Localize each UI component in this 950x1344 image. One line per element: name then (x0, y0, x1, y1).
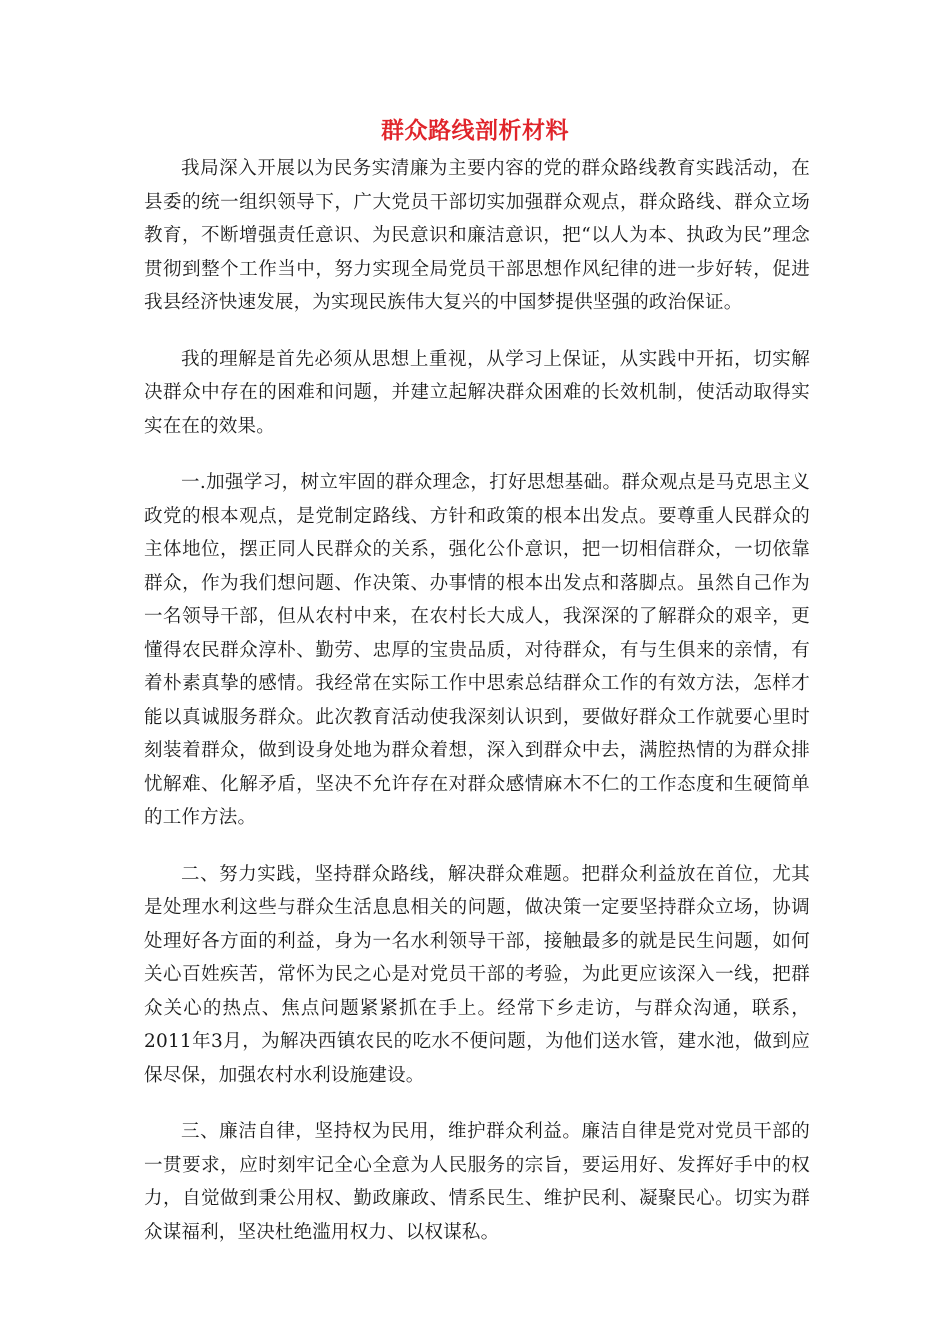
document-title: 群众路线剖析材料 (381, 118, 569, 144)
paragraph-understanding: 我的理解是首先必须从思想上重视，从学习上保证，从实践中开拓，切实解决群众中存在的困难和问题，并建立起解决群众困难的长效机制，使活动取得实实在在的效果。 (144, 348, 810, 437)
paragraph-section-two: 二、努力实践，坚持群众路线，解决群众难题。把群众利益放在首位，尤其是处理水利这些与群众生活息息相关的问题，做决策一定要坚持群众立场，协调处理好各方面的利益，身为一名水利领导干部，接触最多的就是民生问题，如何关心百姓疾苦，常怀为民之心是对党员干部的考验，为此更应该深入一线，把群众关心的热点、焦点问题紧紧抓在手上。经常下乡走访，与群众沟通，联系，2011年3月，为解决西镇农民的吃水不便问题，为他们送水管，建水池，做到应保尽保，加强农村水利设施建设。 (144, 863, 810, 1086)
paragraph-section-one: 一.加强学习，树立牢固的群众理念，打好思想基础。群众观点是马克思主义政党的根本观点，是党制定路线、方针和政策的根本出发点。要尊重人民群众的主体地位，摆正同人民群众的关系，强化公仆意识，把一切相信群众，一切依靠群众，作为我们想问题、作决策、办事情的根本出发点和落脚点。虽然自己作为一名领导干部，但从农村中来，在农村长大成人，我深深的了解群众的艰辛，更懂得农民群众淳朴、勤劳、忠厚的宝贵品质，对待群众，有与生俱来的亲情，有着朴素真挚的感情。我经常在实际工作中思索总结群众工作的有效方法，怎样才能以真诚服务群众。此次教育活动使我深刻认识到，要做好群众工作就要心里时刻装着群众，做到设身处地为群众着想，深入到群众中去，满腔热情的为群众排忧解难、化解矛盾，坚决不允许存在对群众感情麻木不仁的工作态度和生硬简单的工作方法。 (144, 472, 810, 828)
document-body (144, 152, 810, 1249)
paragraph-section-three: 三、廉洁自律，坚持权为民用，维护群众利益。廉洁自律是党对党员干部的一贯要求，应时刻牢记全心全意为人民服务的宗旨，要运用好、发挥好手中的权力，自觉做到秉公用权、勤政廉政、情系民生、维护民利、凝聚民心。切实为群众谋福利，坚决杜绝滥用权力、以权谋私。 (144, 1121, 810, 1243)
paragraph-intro: 我局深入开展以为民务实清廉为主要内容的党的群众路线教育实践活动，在县委的统一组织领导下，广大党员干部切实加强群众观点，群众路线、群众立场教育，不断增强责任意识、为民意识和廉洁意识，把“以人为本、执政为民”理念贯彻到整个工作当中，努力实现全局党员干部思想作风纪律的进一步好转，促进我县经济快速发展，为实现民族伟大复兴的中国梦提供坚强的政治保证。 (144, 158, 810, 313)
